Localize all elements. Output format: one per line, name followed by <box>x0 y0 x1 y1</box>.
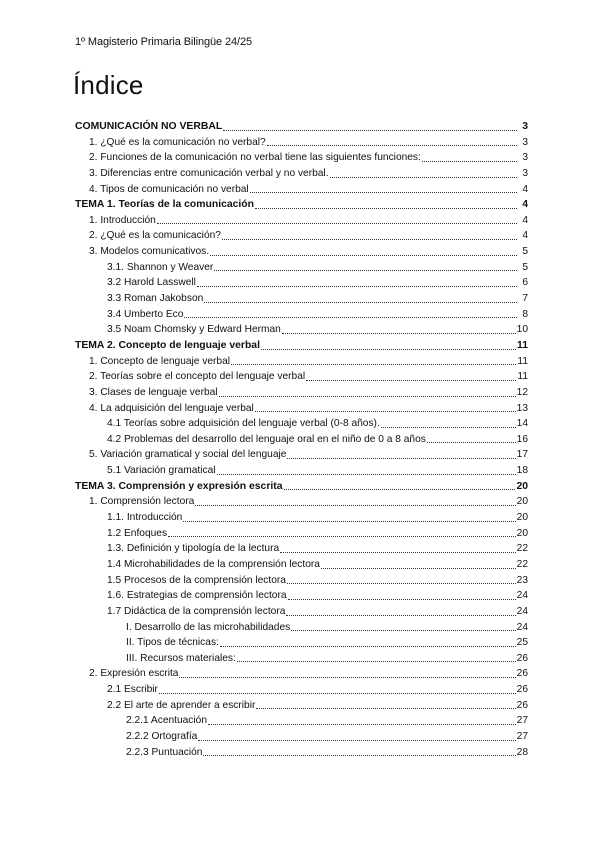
toc-entry-label: TEMA 3. Comprensión y expresión escrita <box>75 480 283 492</box>
toc-dot-leader <box>287 457 515 459</box>
toc-entry-label: 1.6. Estrategias de comprensión lectora <box>107 590 287 602</box>
toc-entry-label: 2.2.2 Ortografía <box>126 730 198 742</box>
toc-page-number: 11 <box>517 355 528 367</box>
toc-entry-label: 5.1 Variación gramatical <box>107 465 216 477</box>
toc-entry-label: 4. La adquisición del lenguaje verbal <box>89 402 254 414</box>
toc-dot-leader <box>179 676 515 678</box>
toc-page-number: 20 <box>516 496 528 508</box>
toc-dot-leader <box>284 488 516 490</box>
toc-entry-label: I. Desarrollo de las microhabilidades <box>126 621 291 633</box>
toc-page-number: 11 <box>517 339 528 351</box>
toc-entry[interactable] <box>75 275 528 291</box>
toc-dot-leader <box>256 707 515 709</box>
toc-entry-label: 1.4 Microhabilidades de la comprensión lectora <box>107 558 320 570</box>
toc-dot-leader <box>214 269 517 271</box>
toc-entry[interactable] <box>75 557 528 573</box>
toc-chapter-entry[interactable] <box>75 197 528 213</box>
toc-entry[interactable] <box>75 651 528 667</box>
toc-dot-leader <box>204 301 517 303</box>
toc-entry-label: 1. Comprensión lectora <box>89 496 195 508</box>
toc-page-number: 24 <box>516 621 528 633</box>
toc-dot-leader <box>222 238 517 240</box>
toc-page-number: 3 <box>522 136 528 148</box>
toc-dot-leader <box>306 379 516 381</box>
toc-page-number: 3 <box>522 121 528 132</box>
toc-page-number: 10 <box>516 324 528 336</box>
toc-dot-leader <box>250 191 517 193</box>
toc-entry[interactable] <box>75 713 528 729</box>
page-header: 1º Magisterio Primaria Bilingüe 24/25 <box>75 36 253 48</box>
table-of-contents <box>75 119 528 760</box>
toc-dot-leader <box>168 535 516 537</box>
toc-page-number: 16 <box>516 433 528 445</box>
toc-entry-label: 3.5 Noam Chomsky y Edward Herman <box>107 324 281 336</box>
toc-entry[interactable] <box>75 510 528 526</box>
toc-dot-leader <box>210 254 517 256</box>
toc-page-number: 22 <box>516 543 528 555</box>
toc-page-number: 22 <box>516 558 528 570</box>
toc-dot-leader <box>197 285 517 287</box>
toc-entry[interactable] <box>75 260 528 276</box>
toc-entry[interactable] <box>75 135 528 151</box>
toc-entry-label: 4.1 Teorías sobre adquisición del lenguaje verbal (0-8 años). <box>107 418 380 430</box>
toc-entry[interactable] <box>75 526 528 542</box>
toc-dot-leader <box>280 551 515 553</box>
toc-chapter-entry[interactable] <box>75 479 528 495</box>
toc-entry[interactable] <box>75 322 528 338</box>
toc-page-number: 4 <box>522 183 528 195</box>
toc-entry[interactable] <box>75 228 528 244</box>
toc-page-number: 3 <box>522 152 528 164</box>
toc-page-number: 11 <box>517 371 528 383</box>
toc-entry-label: 4.2 Problemas del desarrollo del lenguaje oral en el niño de 0 a 8 años <box>107 433 426 445</box>
toc-page-number: 12 <box>516 386 528 398</box>
toc-page-number: 26 <box>516 668 528 680</box>
toc-page-number: 7 <box>522 293 528 305</box>
toc-dot-leader <box>223 129 517 131</box>
toc-dot-leader <box>195 504 515 506</box>
toc-entry[interactable] <box>75 588 528 604</box>
toc-entry-label: 4. Tipos de comunicación no verbal <box>89 183 249 195</box>
toc-page-number: 28 <box>516 746 528 758</box>
toc-entry-label: 1. ¿Qué es la comunicación no verbal? <box>89 136 266 148</box>
toc-dot-leader <box>184 316 517 318</box>
page-title: Índice <box>73 70 144 100</box>
toc-entry[interactable] <box>75 354 528 370</box>
toc-entry[interactable] <box>75 573 528 589</box>
toc-dot-leader <box>219 395 516 397</box>
toc-entry[interactable] <box>75 401 528 417</box>
toc-page-number: 26 <box>516 699 528 711</box>
toc-dot-leader <box>183 520 515 522</box>
toc-dot-leader <box>282 332 516 334</box>
toc-page-number: 20 <box>516 512 528 524</box>
toc-entry[interactable] <box>75 463 528 479</box>
toc-entry-label: 3.2 Harold Lasswell <box>107 277 196 289</box>
toc-dot-leader <box>427 441 516 443</box>
toc-entry[interactable] <box>75 385 528 401</box>
toc-entry[interactable] <box>75 369 528 385</box>
toc-entry-label: 1.2 Enfoques <box>107 527 168 539</box>
toc-dot-leader <box>220 645 516 647</box>
toc-entry-label: 3. Diferencias entre comunicación verbal y no verbal. <box>89 167 329 179</box>
toc-dot-leader <box>217 473 516 475</box>
toc-entry-label: 2.2.1 Acentuación <box>126 715 207 727</box>
toc-dot-leader <box>286 614 515 616</box>
toc-entry-label: 1. Introducción <box>89 214 156 226</box>
toc-entry-label: COMUNICACIÓN NO VERBAL <box>75 121 223 132</box>
toc-page-number: 26 <box>516 684 528 696</box>
toc-entry-label: III. Recursos materiales: <box>126 652 236 664</box>
toc-dot-leader <box>422 160 517 162</box>
toc-entry[interactable] <box>75 745 528 761</box>
toc-page-number: 27 <box>516 715 528 727</box>
toc-entry-label: 3. Modelos comunicativos. <box>89 246 210 258</box>
toc-dot-leader <box>255 207 517 209</box>
toc-entry-label: 3.4 Umberto Eco <box>107 308 184 320</box>
toc-entry-label: 3. Clases de lenguaje verbal <box>89 386 218 398</box>
toc-entry[interactable] <box>75 729 528 745</box>
toc-dot-leader <box>330 176 517 178</box>
toc-dot-leader <box>291 629 515 631</box>
toc-dot-leader <box>159 692 516 694</box>
toc-dot-leader <box>267 144 517 146</box>
toc-page-number: 4 <box>522 214 528 226</box>
toc-entry[interactable] <box>75 494 528 510</box>
toc-entry-label: TEMA 1. Teorías de la comunicación <box>75 199 254 211</box>
toc-entry-label: 2.2 El arte de aprender a escribir <box>107 699 256 711</box>
toc-entry[interactable] <box>75 604 528 620</box>
toc-entry-label: 2.2.3 Puntuación <box>126 746 203 758</box>
toc-dot-leader <box>381 426 516 428</box>
toc-entry-label: 1.7 Didáctica de la comprensión lectora <box>107 605 286 617</box>
toc-page-number: 5 <box>522 261 528 273</box>
toc-entry-label: TEMA 2. Concepto de lenguaje verbal <box>75 339 260 351</box>
toc-page-number: 17 <box>516 449 528 461</box>
toc-entry-label: 1.5 Procesos de la comprensión lectora <box>107 574 286 586</box>
toc-entry-label: 2. Expresión escrita <box>89 668 179 680</box>
toc-entry[interactable] <box>75 416 528 432</box>
toc-entry-label: 3.3 Roman Jakobson <box>107 293 204 305</box>
toc-entry[interactable] <box>75 150 528 166</box>
toc-entry-label: 1.3. Definición y tipología de la lectura <box>107 543 280 555</box>
toc-page-number: 4 <box>522 230 528 242</box>
toc-page-number: 8 <box>522 308 528 320</box>
toc-dot-leader <box>255 410 516 412</box>
toc-chapter-entry[interactable] <box>75 338 528 354</box>
toc-entry-label: 2. Teorías sobre el concepto del lenguaje verbal <box>89 371 306 383</box>
toc-page-number: 13 <box>516 402 528 414</box>
toc-entry-label: II. Tipos de técnicas: <box>126 637 219 649</box>
toc-entry[interactable] <box>75 541 528 557</box>
toc-entry-label: 1. Concepto de lenguaje verbal <box>89 355 231 367</box>
toc-entry-label: 3.1. Shannon y Weaver <box>107 261 214 273</box>
toc-page-number: 23 <box>516 574 528 586</box>
toc-page-number: 20 <box>516 527 528 539</box>
toc-dot-leader <box>203 754 515 756</box>
toc-entry[interactable] <box>75 244 528 260</box>
toc-entry[interactable] <box>75 307 528 323</box>
toc-page-number: 4 <box>522 199 528 211</box>
toc-chapter-entry[interactable] <box>75 119 528 135</box>
toc-page-number: 24 <box>516 605 528 617</box>
toc-dot-leader <box>261 348 516 350</box>
toc-entry[interactable] <box>75 698 528 714</box>
toc-dot-leader <box>208 723 516 725</box>
toc-entry[interactable] <box>75 213 528 229</box>
toc-page-number: 5 <box>522 246 528 258</box>
toc-dot-leader <box>321 567 516 569</box>
toc-entry[interactable] <box>75 635 528 651</box>
toc-entry[interactable] <box>75 447 528 463</box>
toc-entry-label: 5. Variación gramatical y social del lenguaje <box>89 449 287 461</box>
toc-entry-label: 2.1 Escribir <box>107 684 158 696</box>
toc-entry-label: 2. ¿Qué es la comunicación? <box>89 230 221 242</box>
toc-entry[interactable] <box>75 682 528 698</box>
toc-page-number: 6 <box>522 277 528 289</box>
toc-dot-leader <box>288 598 516 600</box>
toc-entry[interactable] <box>75 182 528 198</box>
toc-dot-leader <box>231 363 516 365</box>
toc-entry-label: 2. Funciones de la comunicación no verbal tiene las siguientes funciones: <box>89 152 421 164</box>
toc-page-number: 3 <box>522 167 528 179</box>
toc-entry[interactable] <box>75 620 528 636</box>
toc-page-number: 20 <box>516 480 528 492</box>
toc-entry-label: 1.1. Introducción <box>107 512 183 524</box>
toc-page-number: 25 <box>516 637 528 649</box>
toc-dot-leader <box>198 739 515 741</box>
toc-dot-leader <box>237 660 516 662</box>
toc-page-number: 26 <box>516 652 528 664</box>
toc-page-number: 27 <box>516 730 528 742</box>
toc-page-number: 18 <box>516 465 528 477</box>
toc-dot-leader <box>157 222 517 224</box>
toc-entry[interactable] <box>75 166 528 182</box>
toc-page-number: 24 <box>516 590 528 602</box>
toc-entry[interactable] <box>75 666 528 682</box>
toc-entry[interactable] <box>75 291 528 307</box>
toc-page-number: 14 <box>516 418 528 430</box>
toc-dot-leader <box>287 582 516 584</box>
toc-entry[interactable] <box>75 432 528 448</box>
